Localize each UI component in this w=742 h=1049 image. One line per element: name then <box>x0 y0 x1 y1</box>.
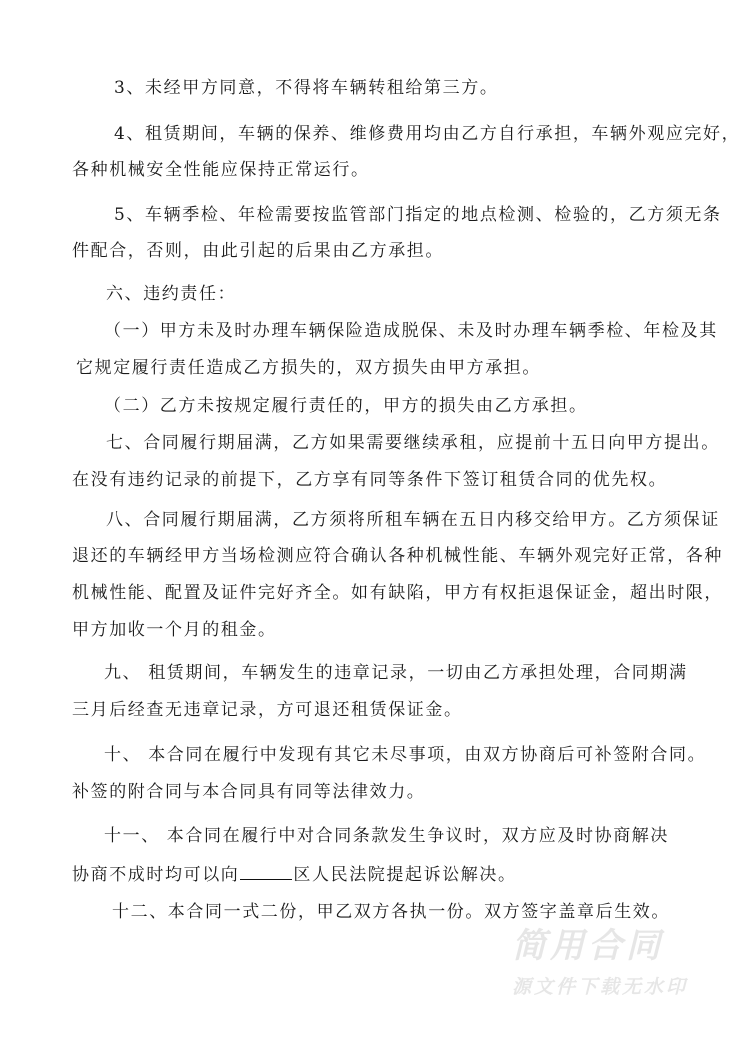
contract-text-line: 件配合，否则，由此引起的后果由乙方承担。 <box>72 241 444 261</box>
contract-text-line: 七、合同履行期届满，乙方如果需要继续承租，应提前十五日向甲方提出。 <box>106 433 720 453</box>
contract-text-line: 机械性能、配置及证件完好齐全。如有缺陷，甲方有权拒退保证金，超出时限， <box>72 583 723 603</box>
contract-text-line: 在没有违约记录的前提下，乙方享有同等条件下签订租赁合同的优先权。 <box>72 470 668 490</box>
contract-text-line: 九、 租赁期间，车辆发生的违章记录，一切由乙方承担处理，合同期满 <box>104 663 688 683</box>
contract-text-line: 甲方加收一个月的租金。 <box>72 620 277 640</box>
contract-text-line: 补签的附合同与本合同具有同等法律效力。 <box>72 782 426 802</box>
contract-text-line: 退还的车辆经甲方当场检测应符合确认各种机械性能、车辆外观完好正常，各种 <box>72 546 723 566</box>
contract-text-line: 三月后经查无违章记录，方可退还租赁保证金。 <box>72 700 463 720</box>
contract-text-line: 它规定履行责任造成乙方损失的，双方损失由甲方承担。 <box>76 358 541 378</box>
contract-text-line: 十二、本合同一式二份，甲乙双方各执一份。双方签字盖章后生效。 <box>112 902 670 922</box>
watermark-subtitle: 源文件下载无水印 <box>512 976 689 998</box>
contract-text-line: 八、合同履行期届满，乙方须将所租车辆在五日内移交给甲方。乙方须保证 <box>106 510 720 530</box>
court-clause-before: 协商不成时均可以向 <box>72 865 240 885</box>
contract-text-line: 4、租赁期间，车辆的保养、维修费用均由乙方自行承担，车辆外观应完好， <box>114 124 741 144</box>
contract-text-line: 十一、 本合同在履行中对合同条款发生争议时，双方应及时协商解决 <box>104 826 670 846</box>
contract-text-line: 5、车辆季检、年检需要按监管部门指定的地点检测、检验的，乙方须无条 <box>114 205 722 225</box>
court-clause-line <box>72 863 517 885</box>
court-clause-after: 区人民法院提起诉讼解决。 <box>293 865 517 885</box>
contract-text-line: 各种机械安全性能应保持正常运行。 <box>72 160 370 180</box>
watermark-title: 简用合同 <box>512 926 664 966</box>
contract-text-line: 十、 本合同在履行中发现有其它未尽事项，由双方协商后可补签附合同。 <box>104 745 707 765</box>
contract-text-line: 3、未经甲方同意，不得将车辆转租给第三方。 <box>114 78 499 98</box>
court-name-blank-field[interactable] <box>240 863 292 880</box>
contract-text-line: （二）乙方未按规定履行责任的，甲方的损失由乙方承担。 <box>104 396 588 416</box>
contract-text-line: 六、违约责任： <box>106 284 237 304</box>
contract-text-line: （一）甲方未及时办理车辆保险造成脱保、未及时办理车辆季检、年检及其 <box>104 321 718 341</box>
